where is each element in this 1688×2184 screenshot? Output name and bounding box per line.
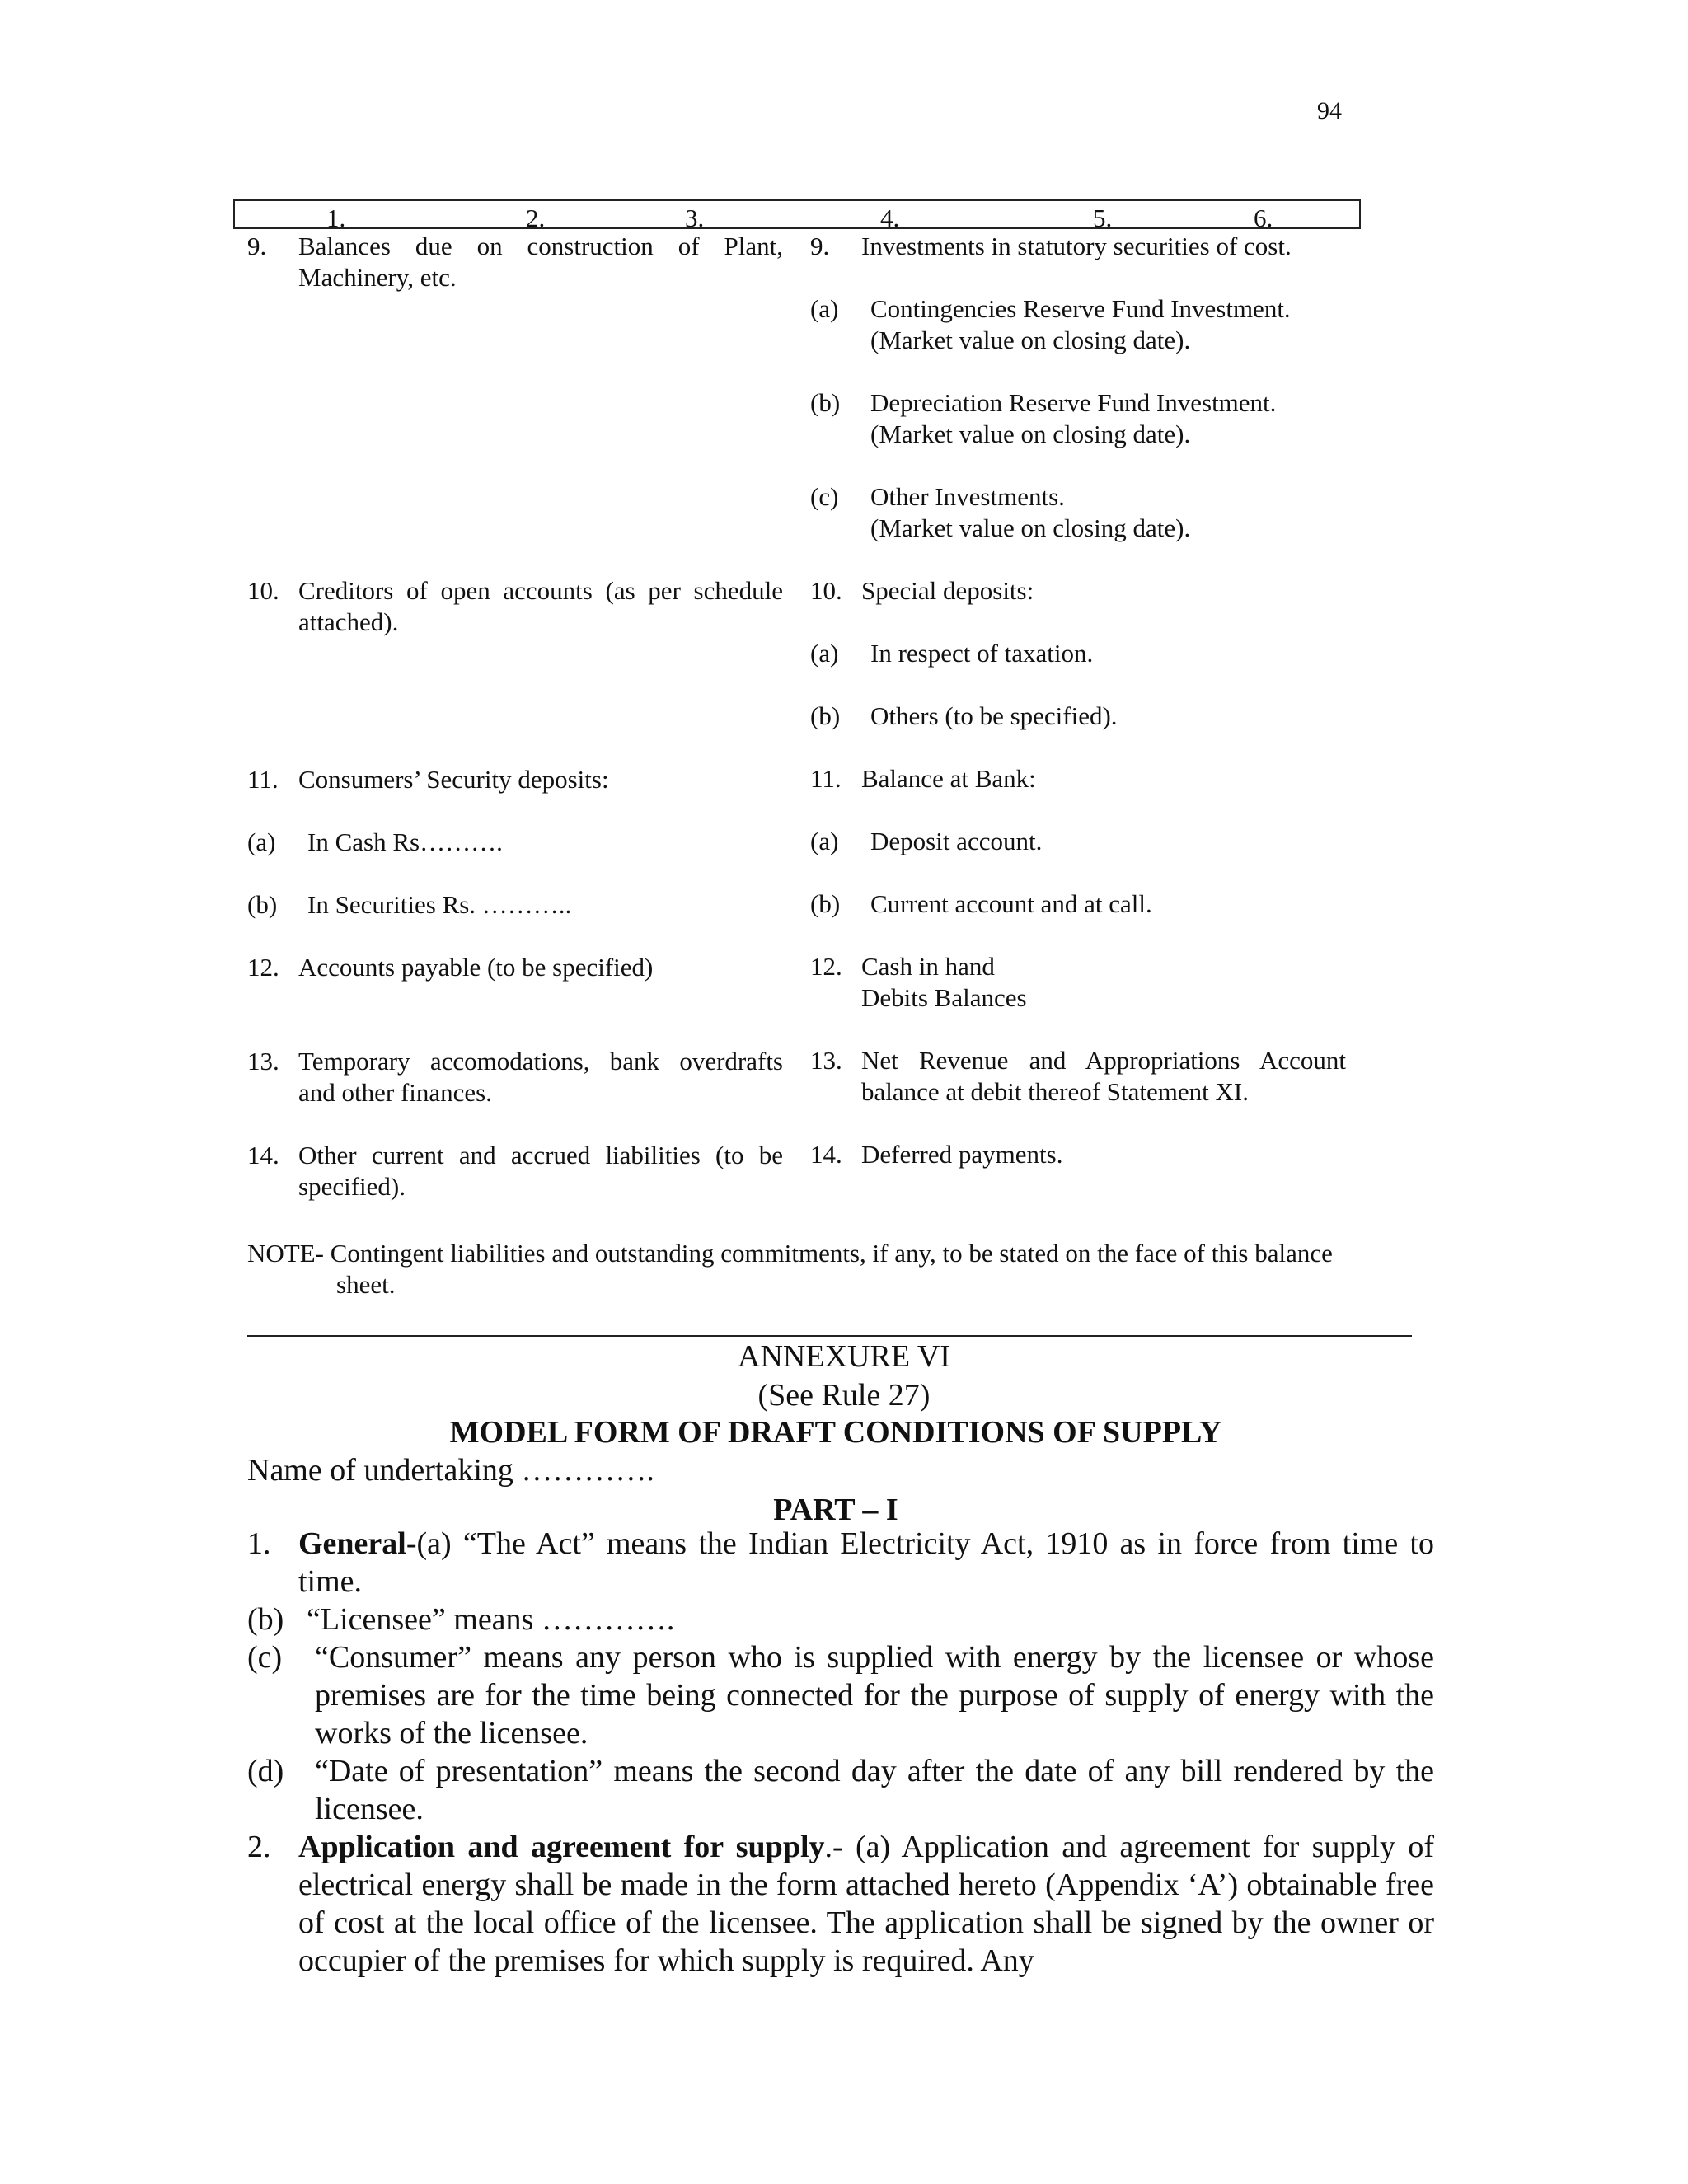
item-text: Balance at Bank: (861, 764, 1036, 793)
column-header-1: 1. (326, 204, 346, 232)
item-number: 10. (247, 576, 279, 605)
balance-sheet-note (247, 1238, 1434, 1301)
item-text-note: (Market value on closing date). (870, 419, 1191, 448)
note-line: NOTE- Contingent liabilities and outstanding commitments, if any, to be stated on the face of this balance (247, 1239, 1333, 1268)
list-item (247, 764, 783, 827)
clause-number: (b) (247, 1602, 284, 1637)
item-number: 12. (247, 953, 279, 982)
list-item (247, 575, 783, 764)
list-item (247, 231, 783, 575)
item-text-note: Debits Balances (861, 983, 1027, 1012)
item-text: Deferred payments. (861, 1140, 1063, 1169)
item-text-note: (Market value on closing date). (870, 326, 1191, 354)
clause-heading: General (298, 1526, 406, 1561)
part-title: PART – I (773, 1493, 898, 1527)
item-text: Current account and at call. (870, 889, 1152, 918)
item-text: Other Investments. (870, 482, 1065, 511)
list-item (247, 952, 783, 1046)
item-number: (a) (810, 827, 839, 855)
undertaking-name-line: Name of undertaking …………. (247, 1453, 654, 1488)
clause-1d (247, 1752, 1434, 1828)
item-number: 9. (247, 232, 267, 260)
list-item (810, 575, 1346, 638)
item-text: Net Revenue and Appropriations Account balance at debit thereof Statement XI. (861, 1046, 1346, 1106)
column-header-3: 3. (685, 204, 705, 232)
item-number: (a) (247, 827, 276, 856)
clause-heading: Application and agreement for supply (298, 1830, 825, 1864)
clause-1 (247, 1525, 1434, 1601)
item-text: Others (to be specified). (870, 701, 1118, 730)
item-text-block (870, 293, 1346, 387)
clause-1b (247, 1601, 1434, 1638)
item-number: 11. (247, 765, 279, 794)
item-number: 10. (810, 576, 842, 605)
item-text-block (861, 951, 1346, 1045)
clause-number: 1. (247, 1526, 271, 1561)
item-text: Depreciation Reserve Fund Investment. (870, 388, 1277, 417)
item-number: (b) (810, 889, 841, 918)
item-text: Cash in hand (861, 952, 995, 981)
item-text: Consumers’ Security deposits: (298, 765, 609, 794)
item-number: 12. (810, 952, 842, 981)
column-header-6: 6. (1254, 204, 1273, 232)
list-item (810, 1045, 1346, 1139)
list-item (810, 387, 1346, 481)
item-number: (a) (810, 294, 839, 323)
item-number: (b) (810, 388, 841, 417)
column-header-row (233, 199, 1361, 232)
item-number: 14. (247, 1141, 279, 1169)
item-text: Deposit account. (870, 827, 1043, 855)
clause-number: 2. (247, 1830, 271, 1864)
item-number: (b) (247, 890, 278, 919)
item-number: (c) (810, 482, 839, 511)
item-text: Creditors of open accounts (as per schedule attached). (298, 576, 783, 636)
item-text: Contingencies Reserve Fund Investment. (870, 294, 1291, 323)
item-number: 9. (810, 232, 830, 260)
clause-text: “Date of presentation” means the second day after the date of any bill rendered by the licensee. (315, 1754, 1434, 1826)
clause-number: (c) (247, 1640, 283, 1675)
item-text: Other current and accrued liabilities (to be specified). (298, 1141, 783, 1201)
list-item (810, 951, 1346, 1045)
clause-text: “Licensee” means …………. (307, 1602, 675, 1637)
item-number: 13. (247, 1047, 279, 1076)
list-item (247, 827, 783, 889)
clause-text: “Consumer” means any person who is supplied with energy by the licensee or whose premises are for the time being connected for the purpose of supply of energy with the works of the licensee. (315, 1640, 1434, 1750)
annexure-heading: MODEL FORM OF DRAFT CONDITIONS OF SUPPLY (449, 1415, 1222, 1450)
item-text: Balances due on construction of Plant, Machinery, etc. (298, 232, 783, 292)
list-item (810, 638, 1346, 701)
item-text-note: (Market value on closing date). (870, 513, 1191, 542)
clause-number: (d) (247, 1754, 284, 1788)
part1-body (247, 1525, 1434, 1980)
list-item (810, 481, 1346, 575)
clause-2 (247, 1828, 1434, 1980)
item-text: In respect of taxation. (870, 639, 1094, 668)
column-header-5: 5. (1093, 204, 1113, 232)
item-text-block (870, 481, 1346, 575)
clause-text: -(a) “The Act” means the Indian Electricity Act, 1910 as in force from time to time. (298, 1526, 1434, 1599)
item-number: 14. (810, 1140, 842, 1169)
list-item (810, 293, 1346, 387)
clause-1c (247, 1638, 1434, 1752)
item-number: (a) (810, 639, 839, 668)
list-item (810, 888, 1346, 951)
assets-column (810, 231, 1346, 1170)
item-text: In Cash Rs………. (307, 827, 503, 856)
item-number: (b) (810, 701, 841, 730)
annexure-title: ANNEXURE VI (738, 1339, 950, 1374)
list-item (247, 1140, 783, 1202)
section-divider (247, 1335, 1412, 1337)
liabilities-column (247, 231, 783, 1202)
clause-text-block (298, 1525, 1434, 1601)
clause-text: .- (a) Application and agreement for supply of electrical energy shall be made in the form attached hereto (Appendix ‘A’) obtainable free of cost at the local office of the licensee. The application shall be signed by the owner or occupier of the premises for which supply is required. Any (298, 1830, 1435, 1978)
list-item (810, 231, 1346, 293)
item-text: Temporary accomodations, bank overdrafts and other finances. (298, 1047, 783, 1107)
clause-text-block (298, 1828, 1434, 1980)
column-header-4: 4. (880, 204, 900, 232)
item-text: Investments in statutory securities of cost. (861, 232, 1292, 260)
item-text-block (870, 387, 1346, 481)
annexure-rule-reference: (See Rule 27) (757, 1378, 931, 1413)
page-number: 94 (1317, 97, 1342, 124)
list-item (810, 701, 1346, 763)
list-item (810, 826, 1346, 888)
item-text: Special deposits: (861, 576, 1034, 605)
item-number: 11. (810, 764, 842, 793)
list-item (247, 889, 783, 952)
list-item (810, 1139, 1346, 1170)
column-header-2: 2. (526, 204, 546, 232)
list-item (810, 763, 1346, 826)
item-number: 13. (810, 1046, 842, 1075)
note-line: sheet. (336, 1270, 396, 1299)
item-text: In Securities Rs. ……….. (307, 890, 572, 919)
item-text: Accounts payable (to be specified) (298, 953, 654, 982)
list-item (247, 1046, 783, 1140)
